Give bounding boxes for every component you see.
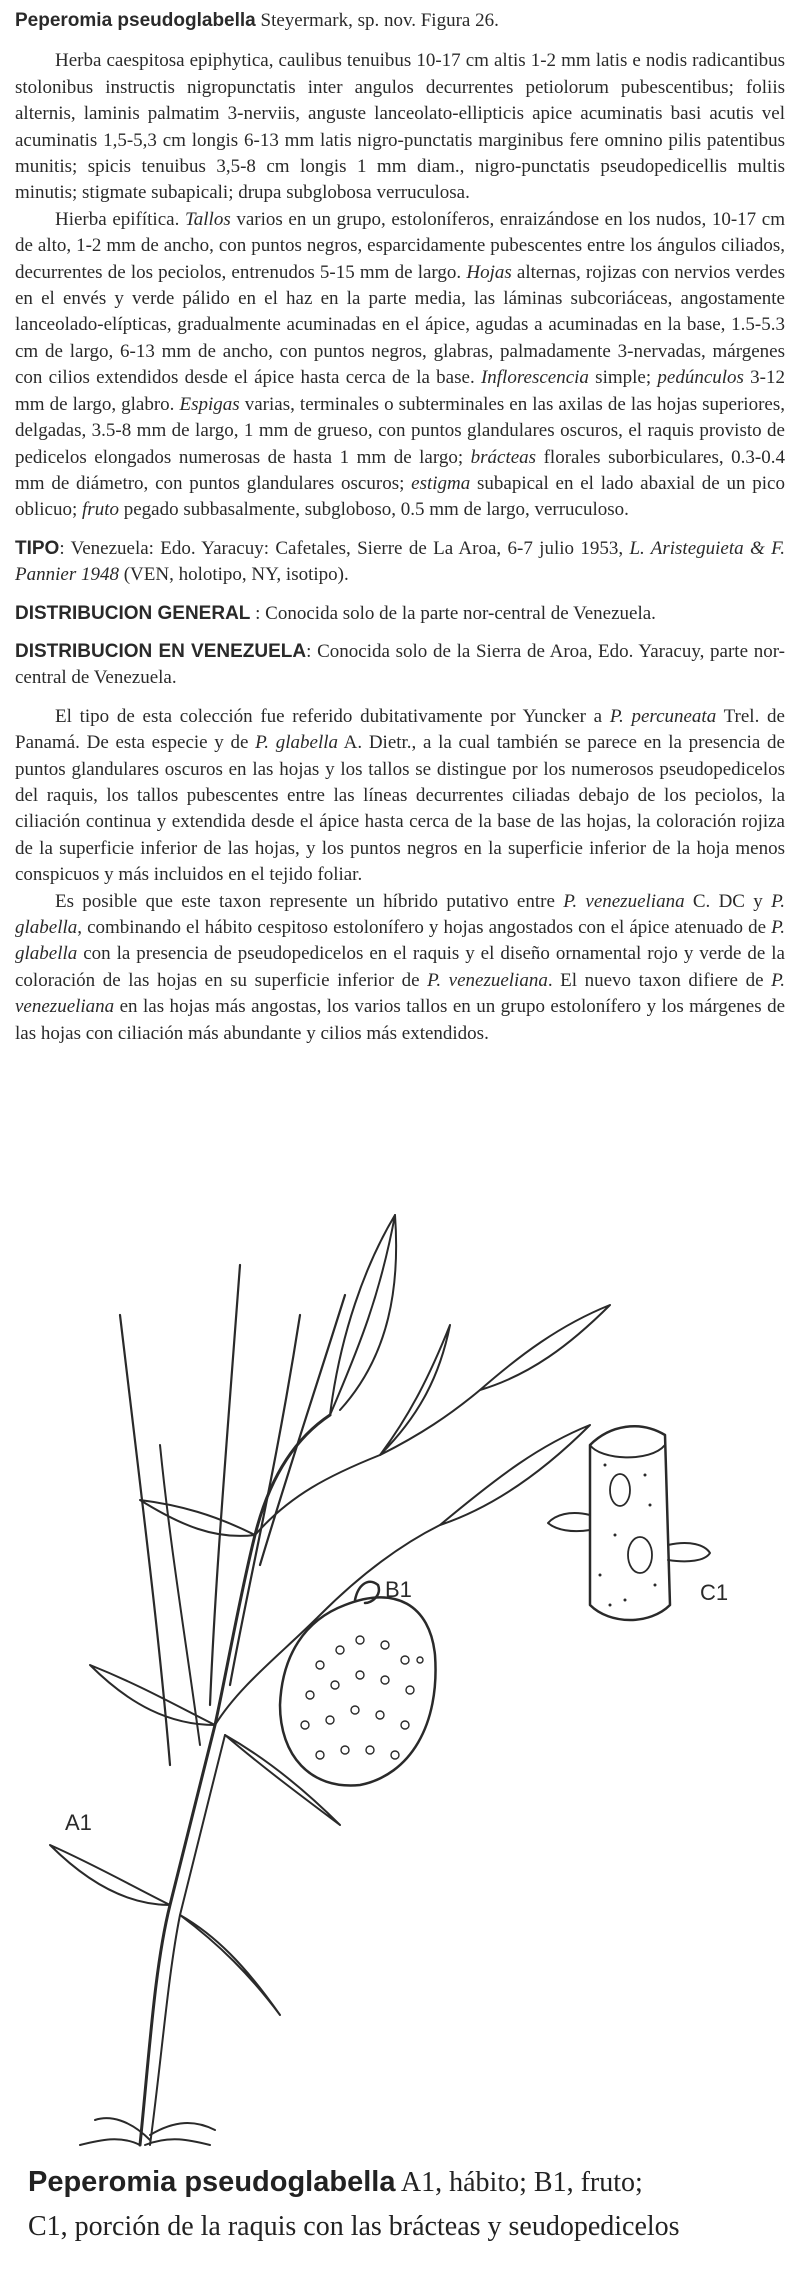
text-run: Es posible que este taxon represente un híbrido putativo entre: [55, 890, 564, 912]
text-run: pegado subbasalmente, subgloboso, 0.5 mm de largo, verruculoso.: [118, 499, 629, 521]
text-run: A. Dietr., a la cual también se parece en la presencia de puntos glandulares oscuros en las hojas y los tallos se distingue por los numerosos pseudopedicelos del raquis, los tallos pubescentes entre las líneas decurrentes ciliadas debajo de los peciolos, la ciliación continua y extendida desde el ápice hasta cerca de la base de las hojas, la coloración rojiza de la superficie inferior de las hojas, y los puntos negros en la superficie inferior de la hoja menos conspicuos y más incluidos en el tejido foliar.: [15, 732, 785, 886]
label-b1: B1: [385, 1577, 412, 1602]
text-run: en las hojas más angostas, los varios tallos en un grupo estolonífero y los márgenes de las hojas con ciliación más abundante y cilios más extendidos.: [15, 996, 785, 1044]
text-run: simple;: [588, 367, 658, 389]
species-description: [15, 8, 785, 1047]
text-run: con la presencia de pseudopedicelos en el raquis y el diseño ornamental rojo y verde de la coloración de las hojas en su superficie inferior de: [15, 943, 785, 991]
species-ref: P. venezueliana: [563, 890, 685, 912]
fruit-drawing: [280, 1582, 436, 1786]
species-ref: P. glabella: [15, 917, 785, 965]
caption-species: Peperomia pseudoglabella: [28, 2166, 396, 2198]
botanical-illustration: [0, 1145, 798, 2155]
caption-parts: A1, hábito; B1, fruto;: [395, 2167, 643, 2198]
tipo-herbaria: (VEN, holotipo, NY, isotipo).: [118, 564, 349, 586]
text-run: , combinando el hábito cespitoso estolonífero y hojas angostados con el ápice atenuado de: [77, 917, 772, 938]
term-bracteas: brácteas: [470, 446, 537, 468]
species-ref: P. percuneata: [609, 705, 717, 727]
tipo-collector: L. Aristeguieta & F. Pannier 1948: [15, 537, 785, 586]
caption-line-2: C1, porción de la raquis con las brácteas y seudopedicelos: [28, 2211, 680, 2242]
text-run: Hierba epifítica.: [55, 208, 185, 230]
term-inflorescencia: Inflorescencia: [480, 367, 589, 389]
species-ref: P. glabella: [15, 890, 785, 938]
distribucion-general-section: [15, 601, 785, 627]
term-pedunculos: pedúnculos: [657, 367, 744, 389]
text-run: Trel. de Panamá. De esta especie y de: [15, 705, 785, 754]
text-run: El tipo de esta colección fue referido dubitativamente por Yuncker a: [55, 705, 610, 727]
text-run: varias, terminales o subterminales en las axilas de las hojas superiores, delgadas, 3.5-8 mm de largo, 1 mm de grueso, con puntos glandulares oscuros, el raquis provisto de pedicelos elongados numerosas de hasta 1 mm de largo;: [15, 393, 785, 468]
species-ref: P. venezueliana: [427, 969, 548, 991]
text-run: alternas, rojizas con nervios verdes en el envés y verde pálido en el haz en la parte media, las láminas subcoriáceas, angostamente lanceolado-elípticas, gradualmente acuminadas en el ápice, agudas a acuminadas en la base, 1.5-5.3 cm de largo, 6-13 mm de ancho, con puntos negros, glabras, palmadamente 3-nervadas, márgenes con cilios extendidos desde el ápice hasta cerca de la base.: [15, 261, 785, 389]
text-run: subapical en el lado abaxial de un pico oblicuo;: [15, 472, 785, 521]
text-run: . El nuevo taxon difiere de: [547, 969, 772, 991]
term-espigas: Espigas: [179, 393, 240, 415]
plant-habit-drawing: [50, 1215, 610, 2145]
discussion-paragraph-2: [15, 889, 785, 1047]
species-name: Peperomia pseudoglabella: [15, 10, 256, 31]
figure-caption: [28, 2160, 788, 2249]
species-heading: [15, 8, 785, 34]
distribucion-venezuela-label: DISTRIBUCION EN VENEZUELA: [15, 640, 307, 662]
label-c1: C1: [700, 1580, 729, 1605]
term-tallos: Tallos: [184, 208, 231, 230]
text-run: florales suborbiculares, 0.3-0.4 mm de diámetro, con puntos glandulares oscuros;: [15, 446, 785, 494]
tipo-section: [15, 536, 785, 589]
distribucion-venezuela-text: : Conocida solo de la Sierra de Aroa, Edo. Yaracuy, parte nor-central de Venezuela.: [15, 640, 785, 689]
term-hojas: Hojas: [466, 261, 512, 283]
spanish-description: [15, 207, 785, 524]
distribucion-venezuela-section: [15, 639, 785, 692]
label-a1: A1: [65, 1810, 92, 1835]
caption-line-1: [28, 2160, 788, 2205]
rachis-drawing: [548, 1426, 710, 1620]
term-estigma: estigma: [411, 472, 471, 494]
distribucion-general-text: : Conocida solo de la parte nor-central de Venezuela.: [250, 602, 656, 624]
distribucion-general-label: DISTRIBUCION GENERAL: [15, 602, 251, 624]
text-run: 3-12 mm de largo, glabro.: [15, 367, 786, 415]
species-ref: P. glabella: [255, 732, 338, 754]
tipo-text: : Venezuela: Edo. Yaracuy: Cafetales, Sierre de La Aroa, 6-7 julio 1953,: [59, 537, 630, 559]
latin-description: Herba caespitosa epiphytica, caulibus tenuibus 10-17 cm altis 1-2 mm latis e nodis radicantibus stolonibus instructis nigropunctatis inter angulos decurrentes petiolorum pubescentibus; foliis alternis, laminis palmatim 3-nerviis, anguste lanceolato-ellipticis apice acuminatis basi acutis vel acuminatis 1,5-5,3 cm longis 6-13 mm latis nigro-punctatis marginibus fere omnino pilis patentibus munitis; spicis tenuibus 3,5-8 cm longis 1 mm diam., nigro-punctatis pseudopedicellis multis minutis; stigmate subapicali; drupa subglobosa verruculosa.: [15, 50, 785, 204]
tipo-label: TIPO: [15, 537, 60, 559]
text-run: varios en un grupo, estoloníferos, enraizándose en los nudos, 10-17 cm de alto, 1-2 mm de ancho, con puntos negros, esparcidamente pubescentes entre los ángulos ciliados, decurrentes de los peciolos, entrenudos 5-15 mm de largo.: [15, 208, 785, 283]
term-fruto: fruto: [82, 499, 119, 521]
species-authority: Steyermark, sp. nov. Figura 26.: [255, 10, 499, 31]
illustration-canvas: [0, 1145, 798, 2155]
discussion-paragraph-1: [15, 704, 785, 889]
species-ref: P. venezueliana: [15, 969, 785, 1018]
text-run: C. DC y: [684, 890, 772, 912]
